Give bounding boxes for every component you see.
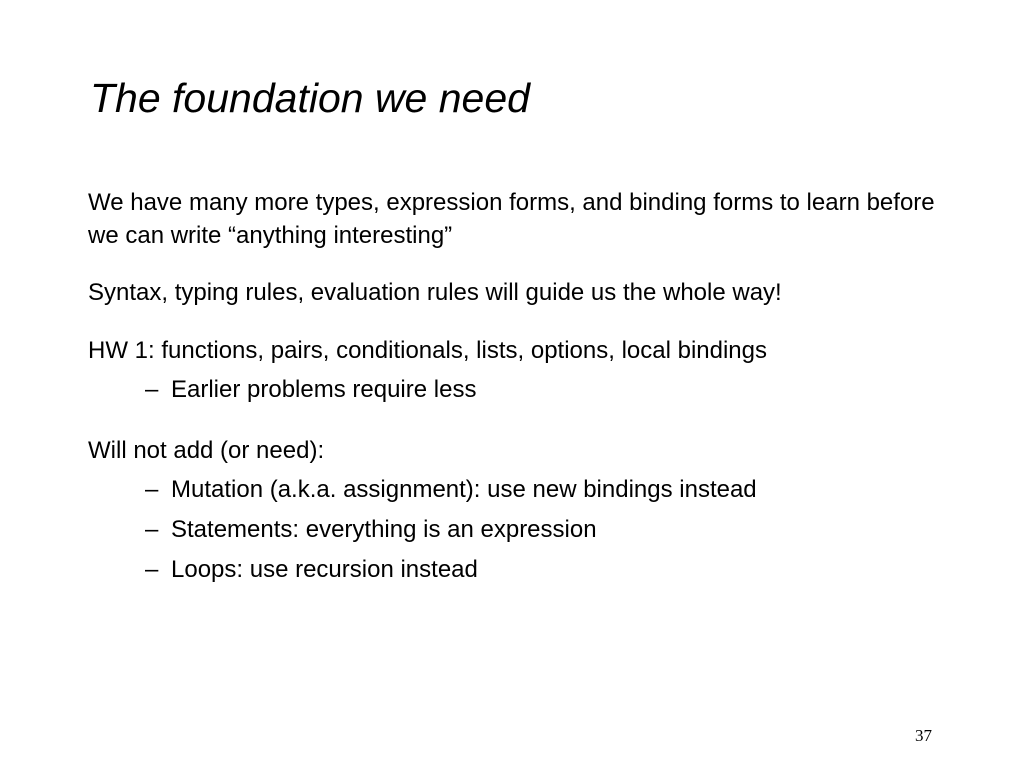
not-add-subitem-mutation bbox=[145, 473, 968, 506]
not-add-subitem-text: Mutation (a.k.a. assignment): use new bindings instead bbox=[171, 476, 757, 503]
bullet-dash: – bbox=[145, 516, 159, 543]
slide-title: The foundation we need bbox=[90, 75, 530, 121]
paragraph-syntax-rules: Syntax, typing rules, evaluation rules will guide us the whole way! bbox=[88, 279, 782, 306]
page-number: 37 bbox=[915, 726, 932, 745]
hw1-subitem bbox=[145, 373, 968, 406]
not-add-subitem-statements bbox=[145, 513, 968, 546]
bullet-dash: – bbox=[145, 556, 159, 583]
not-add-subitem-loops bbox=[145, 553, 968, 586]
hw1-subitem-text: Earlier problems require less bbox=[171, 376, 477, 403]
paragraph-types-forms: We have many more types, expression forms, and binding forms to learn before we can write “anything interesting” bbox=[88, 189, 935, 249]
slide-body bbox=[88, 186, 968, 586]
not-add-subitem-text: Loops: use recursion instead bbox=[171, 556, 478, 583]
bullet-dash: – bbox=[145, 476, 159, 503]
not-add-subitem-text: Statements: everything is an expression bbox=[171, 516, 597, 543]
bullet-dash: – bbox=[145, 376, 159, 403]
paragraph-will-not-add: Will not add (or need): bbox=[88, 437, 325, 464]
paragraph-hw1: HW 1: functions, pairs, conditionals, lists, options, local bindings bbox=[88, 337, 767, 364]
